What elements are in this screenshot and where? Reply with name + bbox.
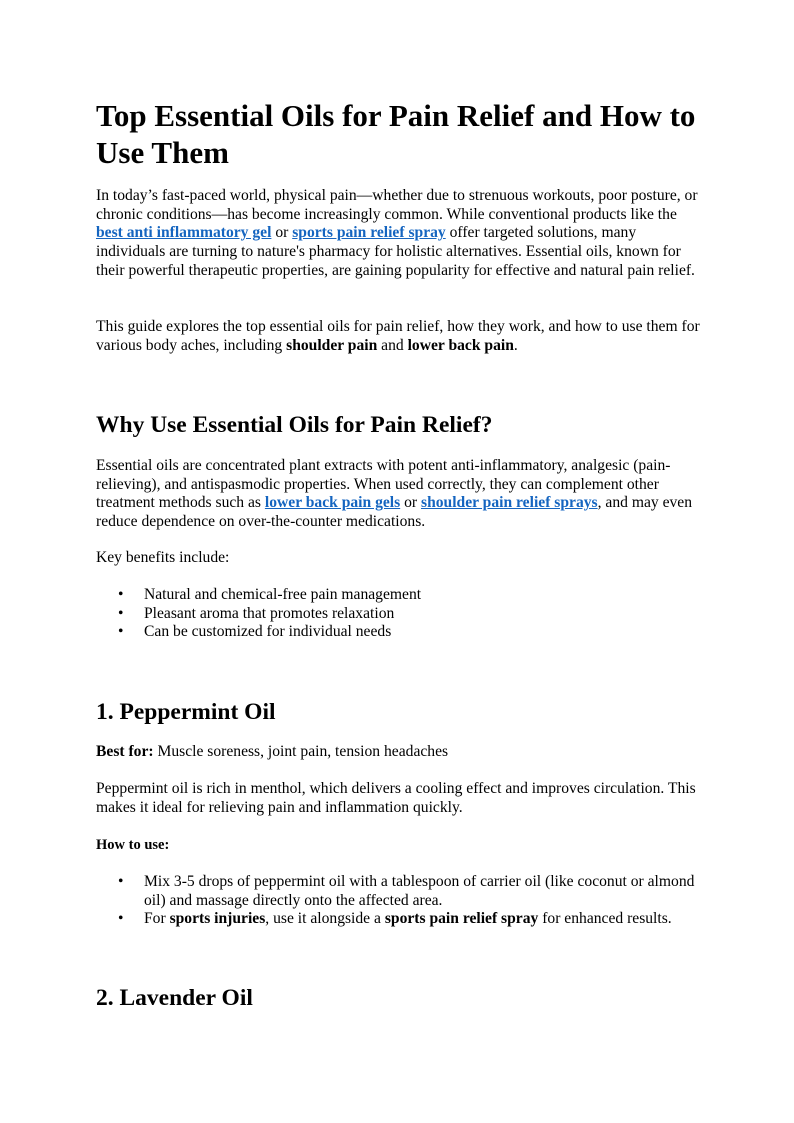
intro-paragraph	[96, 187, 704, 281]
text: offer targeted solutions, many individuals are turning to nature's pharmacy for holistic alternatives. Essential oils, known for their powerful therapeutic properties, are gaining popularity for effective and natural pain relief.	[96, 224, 695, 279]
peppermint-description: Peppermint oil is rich in menthol, which delivers a cooling effect and improves circulation. This makes it ideal for relieving pain and inflammation quickly.	[96, 780, 696, 816]
how-to-use-label: How to use:	[96, 837, 170, 853]
text: or	[271, 224, 293, 242]
text: This guide explores the top essential oils for pain relief, how they work, and how to use them for various body aches, including	[96, 318, 700, 354]
list-item: • Mix 3-5 drops of peppermint oil with a tablespoon of carrier oil (like coconut or almond oil) and massage directly onto the affected area.	[96, 873, 704, 910]
why-paragraph	[96, 457, 704, 532]
text: Essential oils are concentrated plant extracts with potent anti-inflammatory, analgesic (pain-relieving), and antispasmodic properties. When used correctly, they can complement other treatment methods such as	[96, 457, 671, 512]
text: , use it alongside a	[265, 910, 385, 928]
link-shoulder-pain-relief-sprays[interactable]: shoulder pain relief sprays	[421, 494, 598, 512]
text: For	[144, 910, 170, 928]
section-heading-peppermint: 1. Peppermint Oil	[96, 699, 276, 725]
list-item: • Natural and chemical-free pain management	[96, 586, 704, 605]
section-heading-why: Why Use Essential Oils for Pain Relief?	[96, 412, 493, 438]
link-best-anti-inflammatory-gel[interactable]: best anti inflammatory gel	[96, 224, 272, 242]
text: for enhanced results.	[538, 910, 672, 928]
guide-paragraph	[96, 318, 704, 355]
list-item: • Can be customized for individual needs	[96, 623, 704, 642]
list-item: • Pleasant aroma that promotes relaxation	[96, 605, 704, 624]
list-item	[96, 910, 704, 929]
section-heading-lavender: 2. Lavender Oil	[96, 985, 253, 1011]
page-title: Top Essential Oils for Pain Relief and How to Use Them	[96, 98, 696, 170]
best-for-label: Best for:	[96, 743, 154, 760]
bold-text: sports injuries	[169, 910, 266, 928]
bold-text: sports pain relief spray	[384, 910, 539, 928]
link-lower-back-pain-gels[interactable]: lower back pain gels	[264, 494, 401, 512]
bold-text: shoulder pain	[286, 336, 378, 354]
benefits-list	[96, 586, 704, 642]
how-to-use-list	[96, 873, 704, 929]
benefits-intro: Key benefits include:	[96, 549, 230, 566]
link-sports-pain-relief-spray[interactable]: sports pain relief spray	[292, 224, 446, 242]
text: In today’s fast-paced world, physical pain—whether due to strenuous workouts, poor posture, or chronic conditions—has become increasingly common. While conventional products like the	[96, 187, 698, 223]
text: .	[513, 336, 518, 354]
text: or	[400, 494, 421, 512]
text: and	[377, 336, 408, 354]
text: Muscle soreness, joint pain, tension headaches	[153, 743, 449, 760]
best-for	[96, 743, 704, 762]
text: , and may even reduce dependence on over-the-counter medications.	[96, 494, 693, 531]
bold-text: lower back pain	[407, 336, 514, 354]
